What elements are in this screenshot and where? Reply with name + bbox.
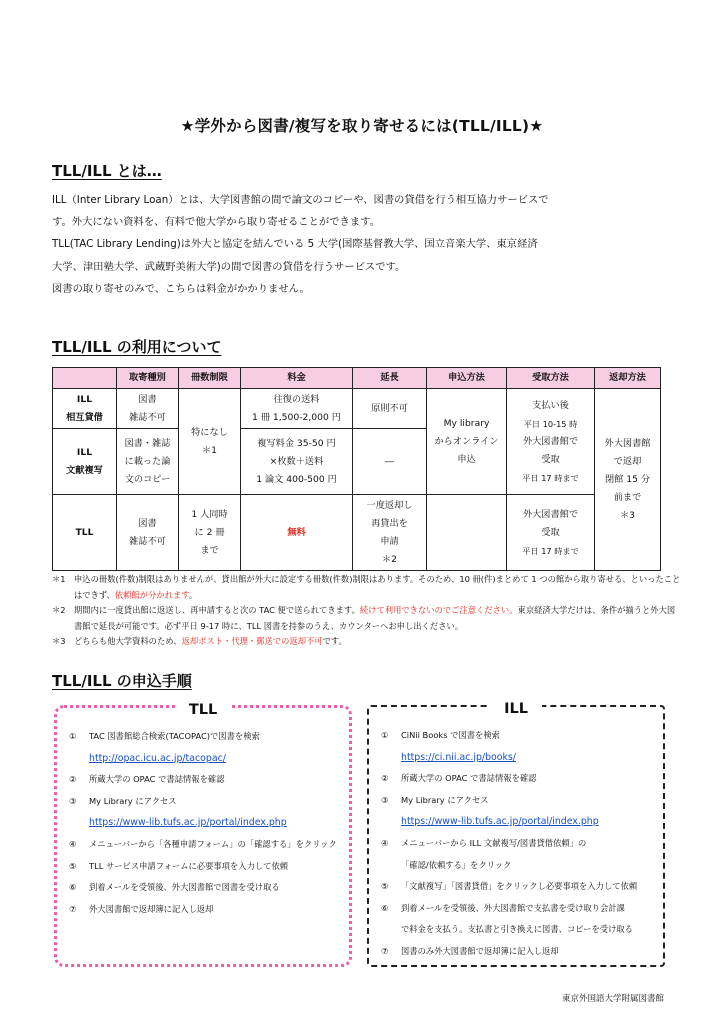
cell-recv-tll [507, 495, 595, 571]
about-line: 図書の取り寄せのみで、こちらは料金がかかりません。 [52, 282, 310, 295]
step-text: 図書のみ外大図書館で返却簿に記入し返却 [401, 945, 559, 956]
step-text: My Library にアクセス [89, 795, 177, 806]
cell-line: ×枚数＋送料 [269, 455, 324, 467]
cell-line: 往復の送料 [273, 393, 320, 405]
about-line: ILL（Inter Library Loan）とは、大学図書館の間で論文のコピーや、図書の貸借を行う相互協力サービスで [52, 194, 549, 206]
cell-line: 特になし [191, 426, 228, 438]
cell-line: 平日 17 時まで [522, 472, 579, 483]
step-text: 所蔵大学の OPAC で書誌情報を確認 [401, 773, 537, 784]
tll-steps [69, 726, 341, 920]
cell-line: 1 冊 1,500-2,000 円 [252, 411, 341, 423]
header-cell-type: 取寄種別 [117, 368, 179, 389]
step-text: 外大図書館で返却簿に記入し返却 [89, 903, 214, 914]
cell-line: に 2 冊 [194, 526, 225, 538]
step-item [381, 725, 655, 747]
header-cell-limit: 冊数制限 [179, 368, 241, 389]
step-number: ③ [69, 795, 77, 806]
step-number: ① [381, 730, 389, 740]
cell-line: 前まで [613, 491, 642, 503]
cell-line: 再貸出を [371, 517, 408, 529]
section-heading-procedure: TLL/ILL の申込手順 [52, 672, 192, 690]
cell-line: 支払い後 [532, 399, 569, 411]
step-text: メニューバーから ILL 文献複写/図書貸借依頼」の [401, 837, 587, 848]
cell-return [595, 389, 661, 571]
footer-library-name: 東京外国語大学附属図書館 [561, 994, 664, 1004]
header-cell-apply: 申込方法 [427, 368, 507, 389]
row-label-ill-loan [53, 389, 117, 429]
header-cell-return: 返却方法 [595, 368, 661, 389]
row-label-line: ILL [76, 446, 93, 458]
ill-steps [381, 725, 655, 963]
header-cell-empty [53, 368, 117, 389]
footnote [52, 634, 682, 650]
cell-fee-loan [241, 389, 353, 429]
cell-ext-copy: ― [353, 429, 427, 495]
cell-line: 図書 [138, 393, 157, 405]
footnote [52, 603, 682, 634]
page-title: ★学外から図書/複写を取り寄せるには(TLL/ILL)★ [180, 117, 544, 135]
row-label-tll: TLL [53, 495, 117, 571]
step-number: ③ [381, 794, 389, 805]
step-text: 到着メールを受領後、外大図書館で図書を受け取る [89, 882, 280, 893]
cell-line: 1 論文 400-500 円 [256, 473, 337, 485]
cell-line: 受取 [541, 453, 560, 465]
footnote-warning-text: 依頼館が分かれます [114, 589, 189, 600]
footnote-mark: ＊2 [52, 605, 66, 615]
step-text: TLL サービス申請フォームに必要事項を入力して依頼 [89, 860, 289, 871]
step-text: TAC 図書館総合検索(TACOPAC)で図書を検索 [89, 731, 260, 741]
row-label-line: 相互貸借 [66, 411, 103, 423]
tll-procedure-box [54, 702, 352, 967]
cell-line: で返却 [613, 455, 642, 467]
step-text: 到着メールを受領後、外大図書館で支払書を受け取り会計課 [401, 902, 625, 913]
ill-procedure-box [367, 701, 665, 967]
footnote-mark: ＊1 [52, 574, 66, 584]
step-text: 「文献複写」「図書貸借」をクリックし必要事項を入力して依頼 [401, 881, 638, 892]
cell-line: ＊2 [381, 553, 398, 565]
step-item [69, 834, 341, 856]
cell-line: 1 人同時 [191, 508, 228, 520]
step-item [69, 899, 341, 921]
footnote-text: 申込の冊数(件数)制限はありませんが、貸出館が外大に設定する冊数(件数)制限はあります。そのため、10 冊(件)まとめて 1 つの館から取り寄せる、といったことはできず、 [74, 574, 681, 600]
cell-type-tll [117, 495, 179, 571]
cell-line: 図書・雑誌 [124, 437, 171, 449]
cell-line: ＊3 [619, 509, 636, 521]
cell-line: 複写料金 35-50 円 [257, 437, 336, 449]
footnotes [52, 572, 682, 650]
step-number: ⑦ [381, 945, 389, 956]
step-item [69, 856, 341, 878]
cell-apply-tll [427, 495, 507, 571]
step-text-continued: 「確認/依頼する」をクリック [401, 859, 512, 870]
step-number: ⑦ [69, 903, 77, 914]
cell-fee-tll: 無料 [241, 495, 353, 571]
cell-line: 一度返却し [366, 499, 413, 511]
footnote-text: です。 [322, 636, 347, 646]
ill-box-title: ILL [490, 701, 542, 717]
footnote-text: 東京経済大学だけは、条件が揃うと外大図書館で延長が可能です。必ず平日 9-17 時に、TLL 図書を持参のうえ、カウンターへお申し出ください。 [74, 605, 676, 631]
cell-line: 雑誌不可 [129, 535, 166, 547]
cell-line: 申込 [457, 453, 476, 465]
row-label-line: 文献複写 [66, 464, 103, 476]
cell-line: に載った論 [124, 455, 171, 467]
step-text: 所蔵大学の OPAC で書誌情報を確認 [89, 774, 225, 785]
cell-line: 文のコピー [124, 473, 171, 485]
step-item [381, 833, 655, 855]
footnote-mark: ＊3 [52, 636, 66, 646]
step-item [381, 941, 655, 963]
row-label-ill-copy [53, 429, 117, 495]
step-link[interactable]: https://www-lib.tufs.ac.jp/portal/index.php [89, 817, 287, 829]
table-row [53, 495, 661, 571]
step-number: ⑥ [69, 882, 77, 893]
footnote-text: どちらも他大学資料のため、 [74, 636, 182, 646]
step-item [69, 877, 341, 899]
cell-line: まで [200, 544, 219, 556]
cell-line: 外大図書館 [604, 437, 651, 449]
footnote-text: 期間内に一度貸出館に返送し、再申請すると次の TAC 便で送られてきます。 [74, 605, 360, 615]
cell-line: 申請 [380, 535, 399, 547]
step-number: ④ [69, 838, 77, 849]
header-cell-extension: 延長 [353, 368, 427, 389]
footnote [52, 572, 682, 603]
cell-line: 外大図書館で [522, 435, 579, 447]
cell-line: 外大図書館で [522, 508, 579, 520]
step-link[interactable]: https://ci.nii.ac.jp/books/ [401, 751, 516, 763]
step-link[interactable]: https://www-lib.tufs.ac.jp/portal/index.php [401, 816, 599, 828]
cell-type-copy [117, 429, 179, 495]
section-heading-usage: TLL/ILL の利用について [52, 338, 222, 356]
about-line: TLL(TAC Library Lending)は外大と協定を結んでいる 5 大学(国際基督教大学、国立音楽大学、東京経済 [52, 238, 538, 251]
step-item [381, 898, 655, 920]
step-item [381, 876, 655, 898]
step-number: ④ [381, 837, 389, 848]
cell-line: 受取 [541, 526, 560, 538]
step-number: ② [381, 773, 389, 784]
step-link[interactable]: http://opac.icu.ac.jp/tacopac/ [89, 752, 226, 764]
step-item [381, 768, 655, 790]
cell-line: 図書 [138, 517, 157, 529]
step-item [69, 791, 341, 813]
step-number: ⑥ [381, 902, 389, 913]
header-cell-receive: 受取方法 [507, 368, 595, 389]
footnote-warning-text: 続けて利用できないのでご注意ください。 [359, 605, 518, 615]
cell-line: からオンライン [434, 435, 499, 447]
cell-type-loan [117, 389, 179, 429]
step-text: CiNii Books で図書を検索 [401, 730, 500, 740]
row-label-line: ILL [76, 393, 93, 405]
cell-line: ＊1 [201, 444, 218, 456]
cell-ext-tll [353, 495, 427, 571]
usage-table [52, 367, 661, 571]
about-paragraph [52, 189, 684, 300]
cell-limit-ill [179, 389, 241, 495]
section-heading-about: TLL/ILL とは… [52, 162, 162, 180]
cell-line: My library [443, 417, 490, 429]
cell-recv-ill [507, 389, 595, 495]
about-line: 大学、津田塾大学、武蔵野美術大学)の間で図書の貸借を行うサービスです。 [52, 260, 406, 273]
cell-fee-copy [241, 429, 353, 495]
step-text: メニューバーから「各種申請フォーム」の「確認する」をクリック [89, 838, 337, 849]
step-number: ⑤ [381, 881, 389, 892]
step-item [381, 790, 655, 812]
step-text-continued: で料金を支払う。支払書と引き換えに図書、コピーを受け取る [401, 924, 633, 935]
table-header-row [53, 368, 661, 389]
table-row [53, 389, 661, 429]
footnote-text: 。 [188, 589, 198, 600]
step-number: ⑤ [69, 860, 77, 871]
cell-line: 雑誌不可 [129, 411, 166, 423]
cell-line: 閉館 15 分 [604, 473, 651, 485]
step-number: ① [69, 731, 77, 741]
cell-line: 平日 17 時まで [522, 545, 579, 556]
tll-box-title: TLL [175, 702, 231, 718]
step-item [69, 726, 341, 748]
about-line: す。外大にない資料を、有料で他大学から取り寄せることができます。 [52, 216, 380, 229]
header-cell-fee: 料金 [241, 368, 353, 389]
step-number: ② [69, 774, 77, 785]
cell-apply [427, 389, 507, 495]
footnote-warning-text: 返却ポスト・代理・郵送での返却不可 [181, 636, 323, 646]
cell-ext-loan: 原則不可 [353, 389, 427, 429]
cell-limit-tll [179, 495, 241, 571]
step-text: My Library にアクセス [401, 794, 489, 805]
step-item [69, 769, 341, 791]
cell-line: 平日 10-15 時 [523, 418, 578, 429]
